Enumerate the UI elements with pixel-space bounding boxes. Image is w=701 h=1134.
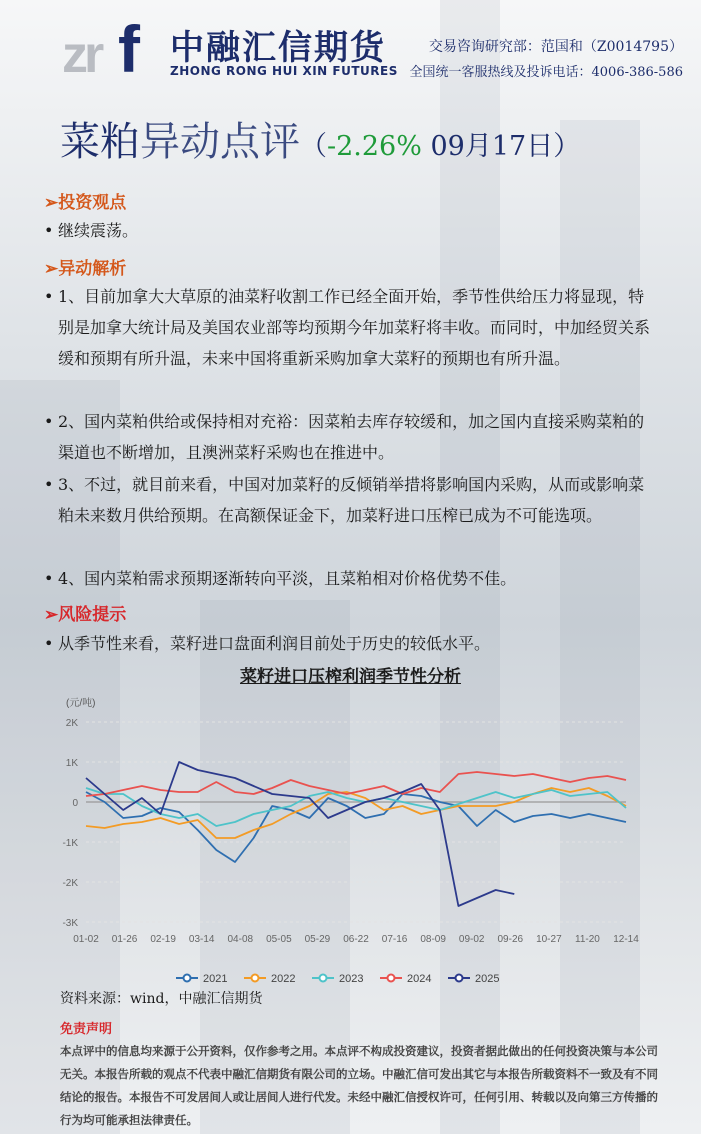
legend-marker-2024 — [388, 975, 395, 982]
legend-label-2022: 2022 — [271, 973, 296, 985]
x-tick-label: 12-14 — [613, 934, 639, 945]
title-product: 菜粕 — [60, 119, 140, 165]
y-tick-label: 2K — [65, 718, 78, 729]
x-tick-label: 11-20 — [575, 934, 600, 945]
x-tick-label: 04-08 — [227, 934, 254, 945]
x-tick-label: 06-22 — [343, 934, 369, 945]
analysis-heading: ➢异动解析 — [44, 259, 127, 279]
y-tick-label: 0 — [72, 798, 78, 809]
legend-label-2023: 2023 — [339, 973, 364, 985]
series-line-2024 — [86, 772, 626, 796]
chart-title: 菜籽进口压榨利润季节性分析 — [240, 667, 461, 687]
logo-zr: zr — [62, 26, 101, 82]
view-heading: ➢投资观点 — [44, 193, 127, 213]
y-tick-label: 1K — [65, 758, 78, 769]
risk-item: • 从季节性来看，菜籽进口盘面利润目前处于历史的较低水平。 — [44, 634, 491, 653]
legend-label-2021: 2021 — [203, 973, 228, 985]
x-tick-label: 02-19 — [150, 934, 176, 945]
brand-name-cn: 中融汇信期货 — [170, 28, 386, 68]
x-tick-label: 09-02 — [458, 934, 485, 945]
analysis-item-2: • 2、国内菜粕供给或保持相对充裕：因菜粕去库存较缓和，加之国内直接采购菜粕的渠道也不断增加，且澳洲菜籽采购也在推进中。 — [44, 412, 645, 462]
x-tick-label: 07-16 — [381, 934, 408, 945]
legend-label-2024: 2024 — [407, 973, 432, 985]
x-tick-label: 10-27 — [536, 934, 562, 945]
x-tick-label: 01-26 — [111, 934, 138, 945]
logo-f: f — [118, 12, 140, 82]
data-source: 资料来源：wind，中融汇信期货 — [60, 991, 263, 1007]
x-tick-label: 03-14 — [188, 934, 215, 945]
analyst-info: 交易咨询研究部：范国和（Z0014795） — [428, 39, 683, 55]
legend-marker-2021 — [184, 975, 191, 982]
legend-marker-2023 — [320, 975, 327, 982]
risk-heading: ➢风险提示 — [44, 605, 127, 625]
company-logo — [62, 10, 158, 82]
legend-label-2025: 2025 — [475, 973, 500, 985]
hotline-info: 全国统一客服热线及投诉电话：4006-386-586 — [409, 65, 683, 80]
legend-marker-2022 — [252, 975, 259, 982]
title-change: -2.26% — [327, 131, 422, 162]
x-tick-label: 09-26 — [497, 934, 524, 945]
title-paren-close: ） — [553, 131, 581, 162]
analysis-item-1: • 1、目前加拿大大草原的油菜籽收割工作已经全面开始，季节性供给压力将显现，特别是加拿大统计局及美国农业部等均预期今年加菜籽将丰收。而同时，中加经贸关系缓和预期有所升温，未来中国将重新采购加拿大菜籽的预期也有所升温。 — [44, 287, 651, 368]
x-tick-label: 05-29 — [304, 934, 331, 945]
title-topic: 异动点评 — [140, 119, 300, 165]
disclaimer-text: 本点评中的信息均来源于公开资料，仅作参考之用。本点评不构成投资建议，投资者据此做出的任何投资决策与本公司无关。本报告所载的观点不代表中融汇信期货有限公司的立场。中融汇信可发出其它与本报告所载资料不一致及有不同结论的报告。本报告不可发居间人或让居间人进行代发。未经中融汇信授权许可，任何引用、转载以及向第三方传播的行为均可能承担法律责任。 — [60, 1044, 658, 1127]
x-tick-label: 08-09 — [420, 934, 446, 945]
title-paren-open: （ — [300, 131, 327, 162]
legend-marker-2025 — [456, 975, 463, 982]
profit-seasonal-chart — [44, 690, 644, 1000]
analysis-item-4: • 4、国内菜粕需求预期逐渐转向平淡，且菜粕相对价格优势不佳。 — [44, 569, 517, 588]
x-tick-label: 05-05 — [266, 934, 292, 945]
disclaimer-heading: 免责声明 — [60, 1022, 113, 1037]
y-tick-label: -1K — [62, 838, 78, 849]
y-tick-label: -3K — [62, 918, 78, 929]
brand-name-en: ZHONG RONG HUI XIN FUTURES — [170, 64, 398, 78]
title-date: 09月17日 — [421, 131, 554, 162]
x-tick-label: 01-02 — [73, 934, 99, 945]
y-axis-unit: (元/吨) — [66, 698, 96, 709]
view-item: • 继续震荡。 — [44, 221, 139, 240]
analysis-item-3: • 3、不过，就目前来看，中国对加菜籽的反倾销举措将影响国内采购，从而或影响菜粕未来数月供给预期。在高额保证金下，加菜籽进口压榨已成为不可能选项。 — [44, 475, 645, 525]
y-tick-label: -2K — [62, 878, 78, 889]
report-title — [60, 110, 580, 167]
